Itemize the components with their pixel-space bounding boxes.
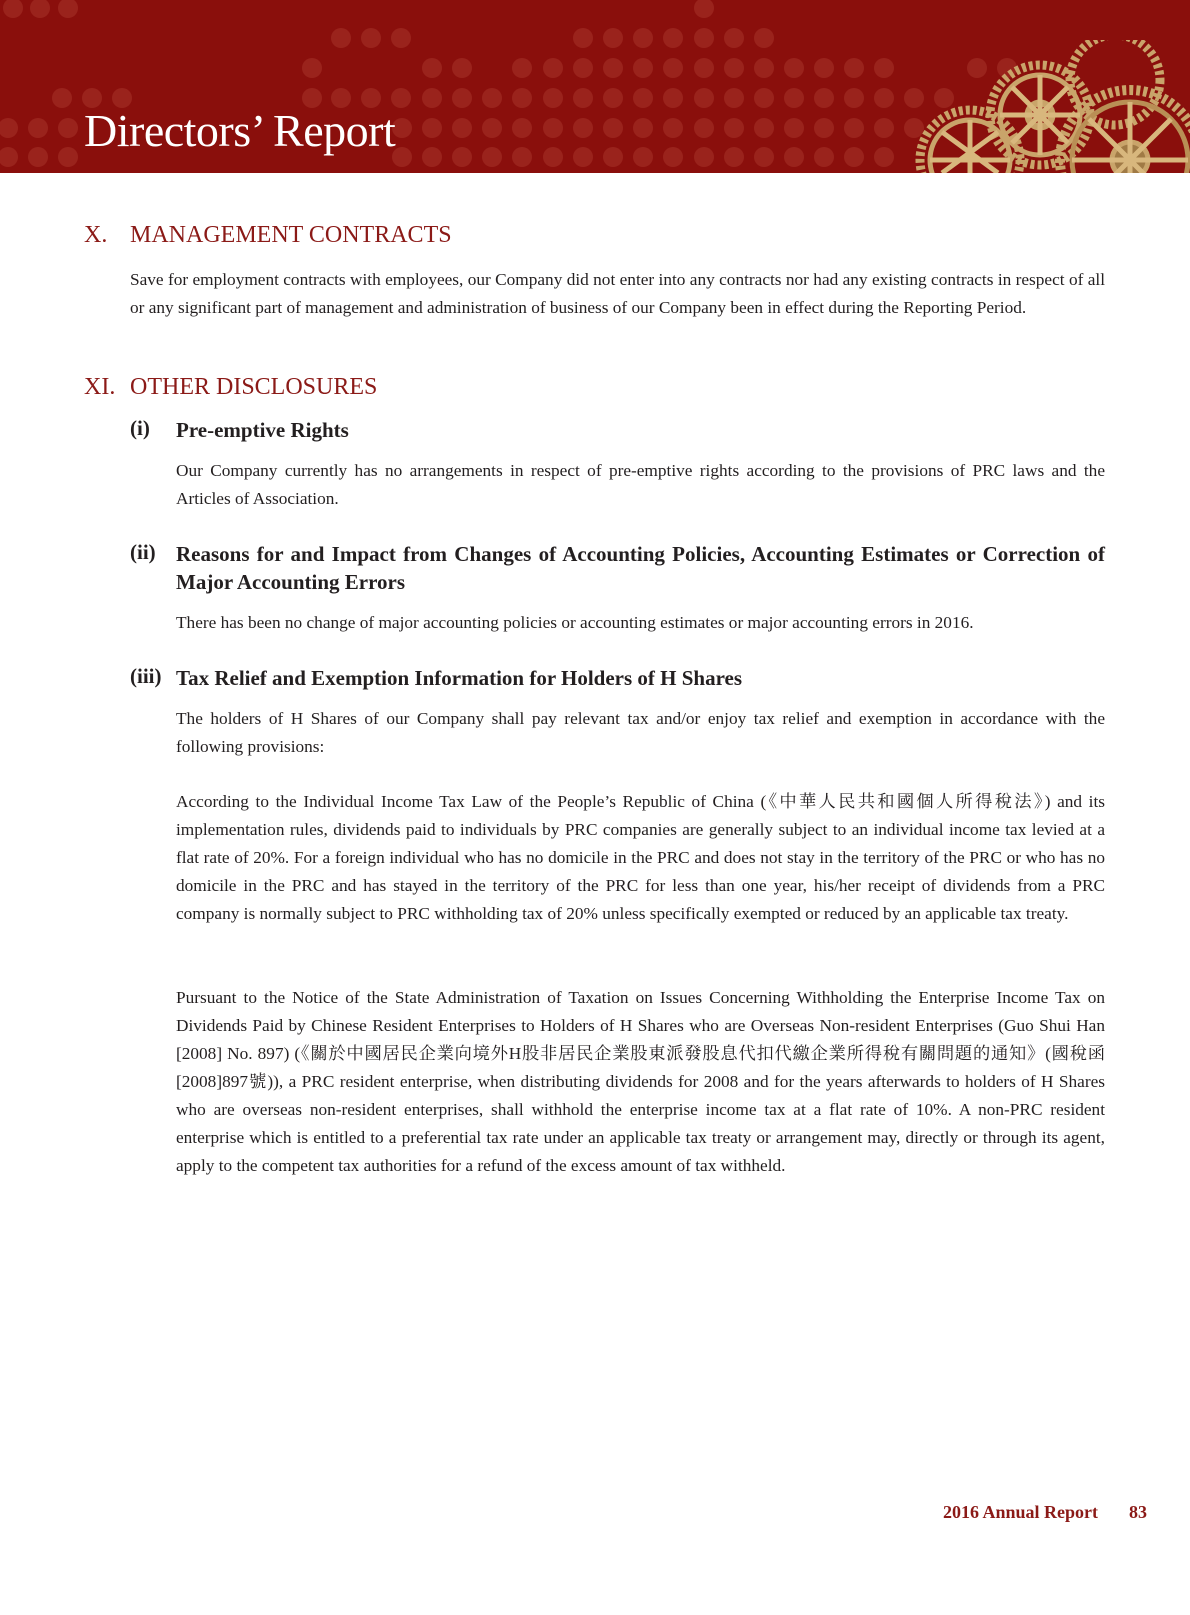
section-number: X. [84, 222, 108, 248]
section-title: OTHER DISCLOSURES [130, 374, 378, 400]
subsection-number: (i) [130, 416, 150, 440]
gears-icon [900, 40, 1190, 173]
subsection-heading-accounting-changes [130, 540, 1105, 596]
enterprise-income-tax-paragraph: Pursuant to the Notice of the State Administration of Taxation on Issues Concerning Withholding the Enterprise Income Tax on Dividends Paid by Chinese Resident Enterprises to Holders of H Shares who are Overseas Non-resident Enterprises (Guo Shui Han [2008] No. 897) (《關於中國居民企業向境外H股非居民企業股東派發股息代扣代繳企業所得稅有關問題的通知》(國稅函[2008]897號)), a PRC resident enterprise, when distributing dividends for 2008 and for the years afterwards to holders of H Shares who are overseas non-resident enterprises, shall withhold the enterprise income tax at a flat rate of 10%. A non-PRC resident enterprise which is entitled to a preferential tax rate under an applicable tax treaty or arrangement may, directly or through its agent, apply to the competent tax authorities for a refund of the excess amount of tax withheld. [176, 988, 1105, 1175]
section-heading-management-contracts [84, 222, 452, 249]
page-number: 83 [1129, 1502, 1147, 1522]
page-title: Directors’ Report [84, 105, 396, 156]
subsection-title: Reasons for and Impact from Changes of Accounting Policies, Accounting Estimates or Correction of Major Accounting Errors [176, 542, 1105, 594]
section-number: XI. [84, 374, 116, 400]
subsection-number: (iii) [130, 664, 162, 688]
subsection-title: Tax Relief and Exemption Information for Holders of H Shares [176, 666, 743, 690]
accounting-changes-paragraph: There has been no change of major accounting policies or accounting estimates or major accounting errors in 2016. [176, 613, 974, 632]
pre-emptive-rights-paragraph: Our Company currently has no arrangements in respect of pre-emptive rights according to the provisions of PRC laws and the Articles of Association. [176, 461, 1105, 508]
individual-income-tax-paragraph: According to the Individual Income Tax Law of the People’s Republic of China (《中華人民共和國個人所得稅法》) and its implementation rules, dividends paid to individuals by PRC companies are generally subject to an individual income tax levied at a flat rate of 20%. For a foreign individual who has no domicile in the PRC and does not stay in the territory of the PRC or who has no domicile in the PRC and has stayed in the territory of the PRC for less than one year, his/her receipt of dividends from a PRC company is normally subject to PRC withholding tax of 20% unless specifically exempted or reduced by an applicable tax treaty. [176, 792, 1105, 923]
header-banner [0, 0, 1190, 173]
subsection-title: Pre-emptive Rights [176, 418, 349, 442]
subsection-heading-tax-relief [130, 664, 1105, 692]
footer-report-label: 2016 Annual Report [943, 1502, 1099, 1522]
section-title: MANAGEMENT CONTRACTS [130, 222, 452, 248]
subsection-number: (ii) [130, 540, 156, 564]
tax-relief-intro-paragraph: The holders of H Shares of our Company shall pay relevant tax and/or enjoy tax relief and exemption in accordance with the following provisions: [176, 709, 1105, 756]
management-contracts-paragraph: Save for employment contracts with employees, our Company did not enter into any contracts nor had any existing contracts in respect of all or any significant part of management and administration of business of our Company been in effect during the Reporting Period. [130, 270, 1105, 317]
section-heading-other-disclosures [84, 374, 377, 401]
subsection-heading-pre-emptive-rights [130, 416, 1105, 444]
